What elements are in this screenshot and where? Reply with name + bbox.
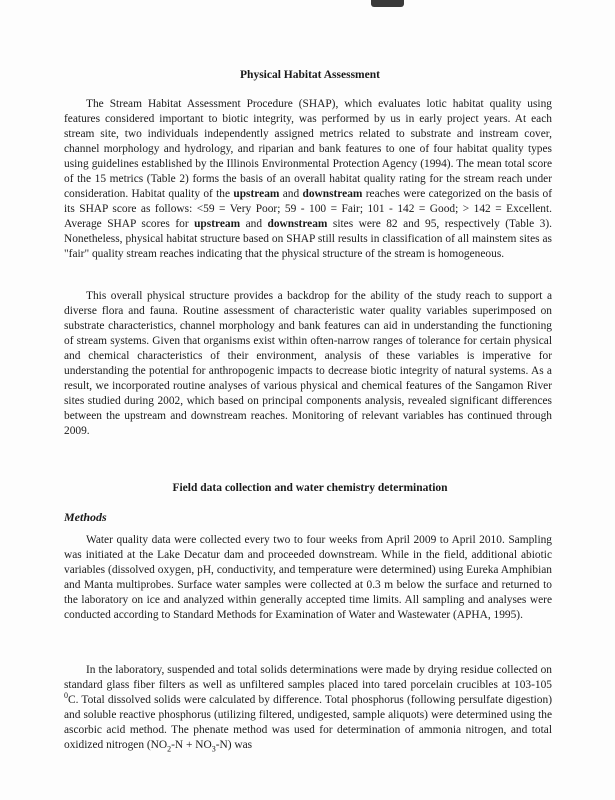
scanner-artifact (371, 0, 404, 7)
paragraph-laboratory: In the laboratory, suspended and total solids determinations were made by drying residue collected on standard glass fiber filters as well as unfiltered samples placed into tared porcelain crucibles at 103-105 $^0$C. Total dissolved solids were calculated by difference. Total phosphorus (following persulfate digestion) and soluble reactive phosphorus (utilizing filtered, undigested, sample aliquots) were determined using the ascorbic acid method. The phenate method was used for determination of ammonia nitrogen, and total oxidized nitrogen $(NO_2-N + NO_3-N)$ was (64, 664, 552, 754)
paragraph-shap: The Stream Habitat Assessment Procedure (SHAP), which evaluates lotic habitat quality using features considered important to biotic integrity, was performed by us in early project years. At each stream site, two individuals independently assigned metrics related to substrate and instream cover, channel morphology and hydrology, and riparian and bank features to one of four habitat quality types using guidelines established by the Illinois Environmental Protection Agency (1994). The mean total score of the 15 metrics (Table 2) forms the basis of an overall habitat quality rating for the stream reach under consideration. Habitat quality of the upstream and downstream reaches were categorized on the basis of its SHAP score as follows: <59 = Very Poor; 59 - 100 = Fair; 101 - 142 = Good; > 142 = Excellent. Average SHAP scores for upstream and downstream sites were 82 and 95, respectively (Table 3). Nonetheless, physical habitat structure based on SHAP still results in classification of all mainstem sites as "fair" quality stream reaches indicating that the physical structure of the stream is homogeneous. (64, 98, 552, 260)
paragraph-water-quality: Water quality data were collected every two to four weeks from April 2009 to April 2010. Sampling was initiated at the Lake Decatur dam and proceeded downstream. While in the field, additional abiotic variables (dissolved oxygen, pH, conductivity, and temperature were determined) using Eureka Amphibian and Manta multiprobes. Surface water samples were collected at 0.3 m below the surface and returned to the laboratory on ice and analyzed within generally accepted time limits. All sampling and analyses were conducted according to Standard Methods for Examination of Water and Wastewater (APHA, 1995). (64, 534, 552, 621)
subsection-title-methods: Methods (64, 510, 107, 524)
section-title-field-data: Field data collection and water chemistry determination (172, 482, 448, 494)
section-title-physical-habitat: Physical Habitat Assessment (240, 69, 380, 81)
paragraph-physical-structure: This overall physical structure provides a backdrop for the ability of the study reach to support a diverse flora and fauna. Routine assessment of characteristic water quality variables superimposed on substrate characteristics, channel morphology and bank features can aid in understanding the functioning of stream systems. Given that organisms exist within often-narrow ranges of tolerance for certain physical and chemical characteristics of their environment, analysis of these variables is imperative for understanding the potential for anthropogenic impacts to decrease biotic integrity of natural systems. As a result, we incorporated routine analyses of various physical and chemical features of the Sangamon River sites studied during 2002, which based on principal components analysis, revealed significant differences between the upstream and downstream reaches. Monitoring of relevant variables has continued through 2009. (64, 290, 552, 437)
